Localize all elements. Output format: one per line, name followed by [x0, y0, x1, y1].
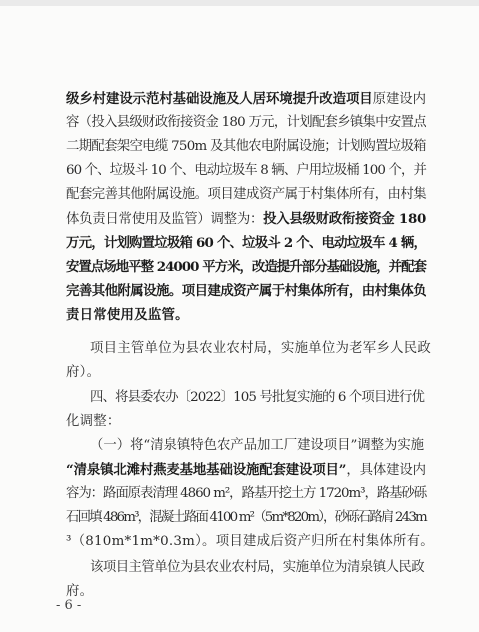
text-line — [66, 90, 426, 109]
text-segment: 60 个、垃圾斗 10 个、电动垃圾车 8 辆、户用垃圾桶 100 个，并 — [66, 163, 426, 178]
text-line — [66, 114, 426, 132]
text-line — [66, 485, 426, 503]
bold-text-segment: 安置点场地平整 24000 平方米，改造提升部分基础设施，并配套 — [66, 259, 426, 275]
top-edge — [0, 0, 479, 6]
bold-text-segment: 完善其他附属设施。项目建成资产属于村集体所有，由村集体负 — [66, 283, 427, 299]
text-segment: 石回填 486m³，混凝土路面 4100 m²（5m*820m），砂砾石路肩 243m — [66, 510, 426, 525]
text-segment: 四、将县委农办〔2022〕105 号批复实施的 6 个项目进行优 — [90, 390, 424, 405]
text-segment: 府）。 — [66, 365, 101, 380]
text-line — [90, 340, 431, 358]
text-line — [66, 533, 434, 551]
text-segment: 该项目主管单位为县农业农村局，实施单位为清泉镇人民政 — [90, 560, 425, 575]
text-line — [66, 282, 426, 301]
text-line — [90, 559, 424, 577]
text-segment: （一）将“清泉镇特色农产品加工厂建设项目”调整为实施 — [90, 438, 425, 453]
text-line — [90, 437, 424, 455]
bold-text-segment: 责日常使用及监管。 — [66, 307, 189, 323]
bold-text-segment: “清泉镇北滩村燕麦基地基础设施配套建设项目” — [66, 462, 347, 478]
text-line — [66, 364, 100, 382]
text-line — [66, 509, 426, 527]
text-line — [90, 389, 424, 407]
bold-text-segment: 投入县级财政衔接资金 180 — [263, 211, 427, 227]
bold-text-segment: 万元，计划购置垃圾箱 60 个、垃圾斗 2 个、电动垃圾车 4 辆， — [66, 235, 427, 251]
text-segment: 二期配套架空电缆 750m 及其他农电附属设施；计划购置垃圾箱 — [66, 139, 426, 154]
text-segment: 原建设内 — [372, 92, 426, 107]
text-segment: 容为：路面原表清理 4860 m²，路基开挖土方 1720m³，路基砂砾 — [66, 486, 427, 501]
text-line — [66, 186, 426, 204]
text-line — [66, 461, 426, 480]
text-line — [66, 234, 426, 253]
text-segment: 体负责日常使用及监管）调整为： — [66, 212, 264, 227]
text-segment: 府。 — [66, 584, 94, 599]
text-segment: ，具体建设内 — [346, 463, 426, 478]
text-line — [66, 413, 121, 431]
text-line — [66, 258, 426, 277]
text-segment: 配套完善其他附属设施。项目建成资产属于村集体所有，由村集 — [66, 187, 427, 202]
bold-text-segment: 级乡村建设示范村基础设施及人居环境提升改造项目 — [66, 91, 373, 107]
text-line — [66, 306, 189, 325]
text-segment: ³（810m*1m*0.3m）。项目建成后资产归所在村集体所有。 — [66, 534, 434, 549]
text-segment: 化调整： — [66, 414, 121, 429]
page-number: - 6 - — [56, 598, 82, 613]
text-line — [66, 138, 426, 156]
text-segment: 项目主管单位为县农业农村局，实施单位为老军乡人民政 — [90, 341, 432, 356]
text-segment: 容（投入县级财政衔接资金 180 万元，计划配套乡镇集中安置点 — [66, 115, 426, 130]
text-line — [66, 162, 426, 180]
text-line — [66, 210, 426, 229]
